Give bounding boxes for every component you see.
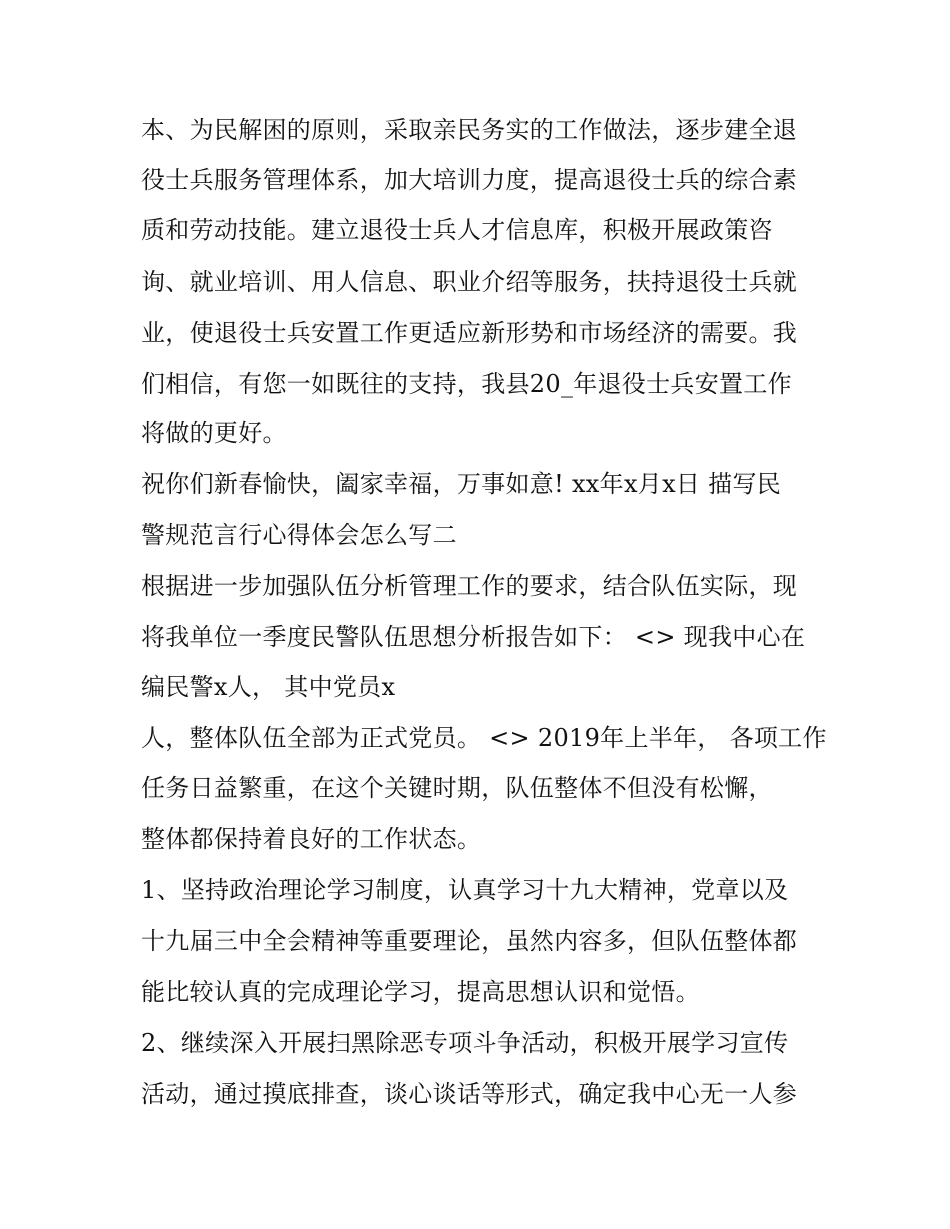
text-line: 十九届三中全会精神等重要理论，虽然内容多，但队伍整体都 [141, 927, 798, 955]
text-line: 将做的更好。 [141, 419, 287, 447]
text-line: 1、坚持政治理论学习制度，认真学习十九大精神，党章以及 [141, 876, 789, 904]
text-line: 们相信，有您一如既往的支持，我县20_年退役士兵安置工作 [141, 370, 792, 398]
text-line: 质和劳动技能。建立退役士兵人才信息库，积极开展政策咨 [141, 216, 773, 244]
text-line: 业，使退役士兵安置工作更适应新形势和市场经济的需要。我 [141, 319, 798, 347]
text-line: 人，整体队伍全部为正式党员。 <> 2019年上半年， 各项工作 [141, 724, 827, 752]
text-line: 能比较认真的完成理论学习，提高思想认识和觉悟。 [141, 978, 700, 1006]
text-line: 活动，通过摸底排查，谈心谈话等形式，确定我中心无一人参 [141, 1080, 798, 1108]
text-line: 询、就业培训、用人信息、职业介绍等服务，扶持退役士兵就 [141, 268, 798, 296]
text-line: 任务日益繁重，在这个关键时期，队伍整体不但没有松懈， [141, 774, 773, 802]
text-line: 将我单位一季度民警队伍思想分析报告如下： <> 现我中心在 [141, 623, 806, 651]
text-line: 根据进一步加强队伍分析管理工作的要求，结合队伍实际，现 [141, 572, 798, 600]
text-line: 本、为民解困的原则，采取亲民务实的工作做法，逐步建全退 [141, 116, 798, 144]
text-line: 祝你们新春愉快，阖家幸福，万事如意! xx年x月x日 描写民 [141, 470, 782, 498]
text-line: 整体都保持着良好的工作状态。 [141, 825, 482, 853]
text-line: 警规范言行心得体会怎么写二 [141, 521, 457, 549]
text-line: 编民警x人， 其中党员x [141, 673, 396, 701]
text-line: 2、继续深入开展扫黑除恶专项斗争活动，积极开展学习宣传 [141, 1029, 789, 1057]
text-line: 役士兵服务管理体系，加大培训力度，提高退役士兵的综合素 [141, 166, 798, 194]
